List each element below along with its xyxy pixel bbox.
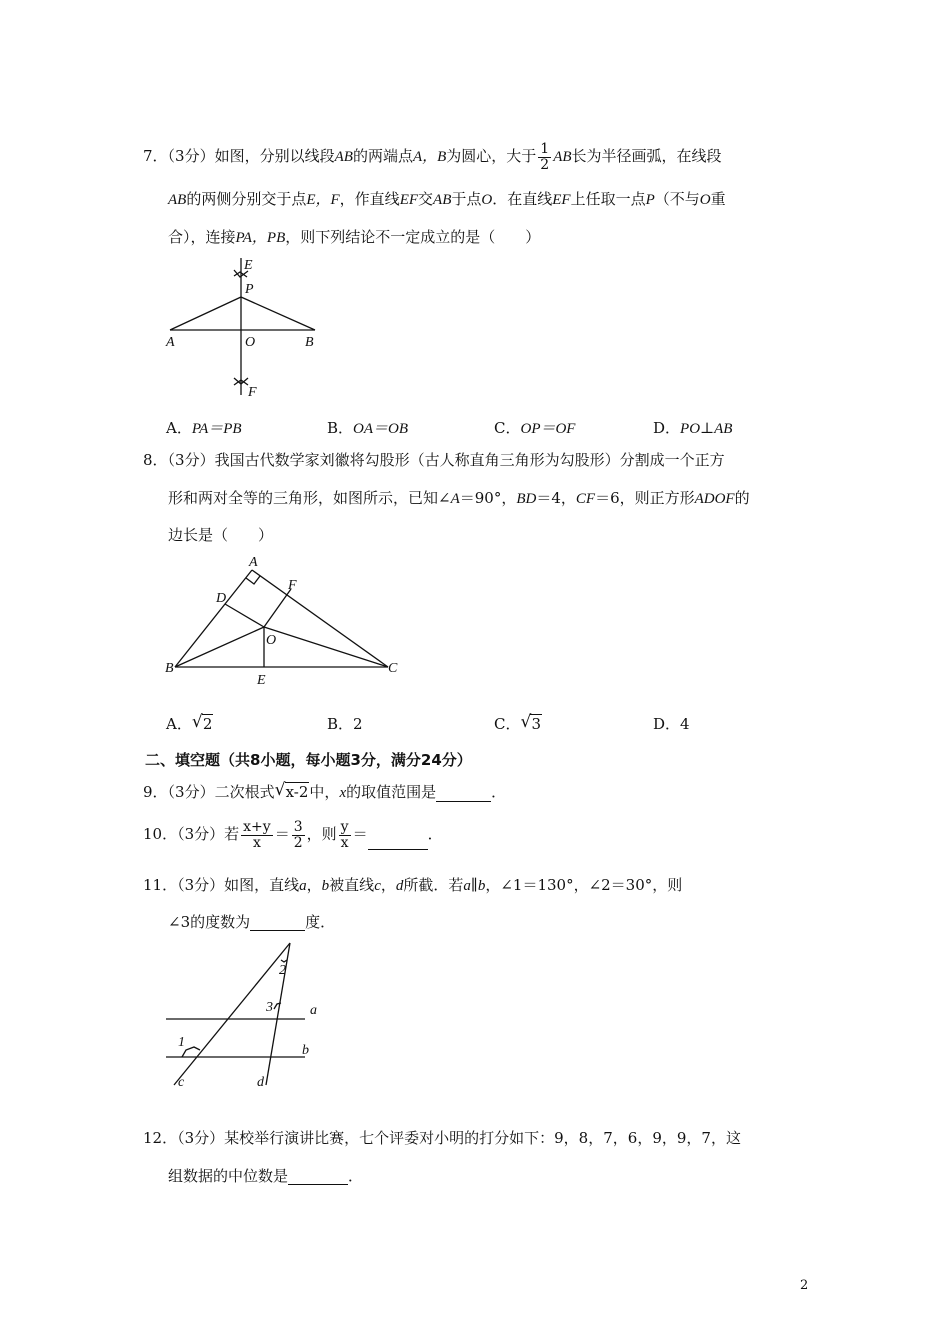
q7-score: （3分） bbox=[167, 147, 215, 166]
q8-line2: 形和两对全等的三角形，如图所示，已知∠A＝90°，BD＝4，CF＝6，则正方形ADOF的 bbox=[168, 489, 750, 507]
q8-line3: 边长是（ ） bbox=[168, 526, 274, 544]
label-f: F bbox=[288, 578, 297, 593]
sqrt-symbol: √ 2 bbox=[191, 712, 213, 733]
q7-option-b[interactable]: B．OA＝OB bbox=[327, 419, 409, 437]
q7-fraction: $\frac{1}{2}$ bbox=[540, 141, 550, 173]
q10-score: （3分） bbox=[177, 825, 225, 844]
segment-ac bbox=[252, 570, 388, 667]
segment-co bbox=[264, 627, 388, 667]
label-a: A bbox=[166, 335, 175, 350]
label-f: F bbox=[248, 385, 257, 400]
q12-line2: 组数据的中位数是 ． bbox=[168, 1167, 364, 1185]
segment-ba bbox=[175, 570, 252, 667]
fraction-1: $\frac{x+y}{x}$ bbox=[243, 819, 271, 851]
label-o: O bbox=[266, 633, 277, 648]
sqrt-symbol: √ x-2 bbox=[274, 780, 309, 801]
q11-score: （3分） bbox=[177, 876, 225, 894]
label-angle-2: 2 bbox=[279, 963, 286, 978]
label-o: O bbox=[245, 335, 256, 350]
label-c: C bbox=[388, 661, 398, 676]
answer-blank[interactable] bbox=[288, 1170, 348, 1185]
q7-option-c[interactable]: C．OP＝OF bbox=[494, 419, 576, 437]
q7-line3: 合），连接PA，PB，则下列结论不一定成立的是（ ） bbox=[168, 228, 541, 246]
q7-line2: AB的两侧分别交于点E，F，作直线EF交AB于点O．在直线EF上任取一点P（不与O重 bbox=[168, 190, 726, 208]
q10-line: 10．（3分）若 $\frac{x+y}{x}$ ＝ $\frac{3}{2}$ ，则 $\frac{y}{x}$ ＝ ． bbox=[143, 819, 443, 851]
q8-figure bbox=[160, 552, 410, 687]
segment-pb bbox=[241, 297, 315, 330]
right-angle-mark bbox=[246, 576, 260, 584]
label-line-b: b bbox=[302, 1043, 309, 1058]
label-line-a: a bbox=[310, 1003, 317, 1018]
q8-line1: 8．（3分）我国古代数学家刘徽将勾股形（古人称直角三角形为勾股形）分割成一个正方 bbox=[143, 451, 725, 469]
q9-score: （3分） bbox=[167, 783, 215, 801]
q8-score: （3分） bbox=[167, 451, 215, 469]
q11-figure bbox=[160, 940, 330, 1090]
label-b: B bbox=[165, 661, 174, 676]
q7-figure bbox=[160, 250, 330, 405]
label-e: E bbox=[257, 673, 266, 687]
label-angle-1: 1 bbox=[178, 1035, 185, 1050]
answer-blank[interactable] bbox=[250, 916, 305, 931]
answer-blank[interactable] bbox=[368, 835, 428, 850]
label-angle-3: 3 bbox=[266, 1000, 273, 1015]
fraction-3: $\frac{y}{x}$ bbox=[340, 819, 349, 851]
q8-option-c[interactable]: C． √ 3 bbox=[494, 712, 542, 733]
segment-do bbox=[225, 604, 264, 627]
answer-blank[interactable] bbox=[436, 787, 491, 802]
q7-line1: 7．（3分）如图，分别以线段AB的两端点A，B为圆心，大于 $\frac{1}{2}$ AB长为半径画弧，在线段 bbox=[143, 141, 722, 173]
q8-option-a[interactable]: A． √ 2 bbox=[166, 712, 213, 733]
section-title: 二、填空题（共8小题，每小题3分，满分24分） bbox=[145, 751, 472, 769]
q12-line1: 12．（3分）某校举行演讲比赛，七个评委对小明的打分如下：9，8，7，6，9，9，7，这 bbox=[143, 1129, 741, 1147]
segment-bo bbox=[175, 627, 264, 667]
label-line-d: d bbox=[257, 1075, 264, 1090]
label-a: A bbox=[249, 555, 258, 570]
q12-score: （3分） bbox=[177, 1129, 225, 1147]
q11-line1: 11．（3分）如图，直线a，b被直线c，d所截．若a∥b，∠1＝130°，∠2＝30°，则 bbox=[143, 876, 683, 894]
q8-number: 8． bbox=[143, 451, 168, 469]
sqrt-symbol: √ 3 bbox=[520, 712, 542, 733]
page-number: 2 bbox=[800, 1278, 809, 1293]
q7-option-a[interactable]: A．PA＝PB bbox=[166, 419, 242, 437]
q10-number: 10． bbox=[143, 825, 178, 844]
q7-number: 7． bbox=[143, 147, 168, 166]
label-e: E bbox=[244, 258, 253, 273]
label-p: P bbox=[245, 282, 254, 297]
q11-line2: ∠3的度数为 度． bbox=[168, 913, 336, 931]
segment-fo bbox=[264, 589, 291, 627]
q8-option-d[interactable]: D．4 bbox=[653, 715, 690, 733]
q7-option-d[interactable]: D．PO⊥AB bbox=[653, 419, 733, 437]
label-d: D bbox=[216, 591, 227, 606]
fraction-2: $\frac{3}{2}$ bbox=[293, 819, 303, 851]
label-line-c: c bbox=[178, 1075, 185, 1090]
segment-pa bbox=[170, 297, 241, 330]
q8-option-b[interactable]: B．2 bbox=[327, 715, 363, 733]
q11-number: 11． bbox=[143, 876, 178, 894]
label-b: B bbox=[305, 335, 314, 350]
angle-mark-2 bbox=[281, 960, 287, 962]
q12-number: 12． bbox=[143, 1129, 178, 1147]
q9-line: 9．（3分）二次根式 √ x-2中，x的取值范围是 ． bbox=[143, 780, 507, 801]
q9-number: 9． bbox=[143, 783, 168, 801]
